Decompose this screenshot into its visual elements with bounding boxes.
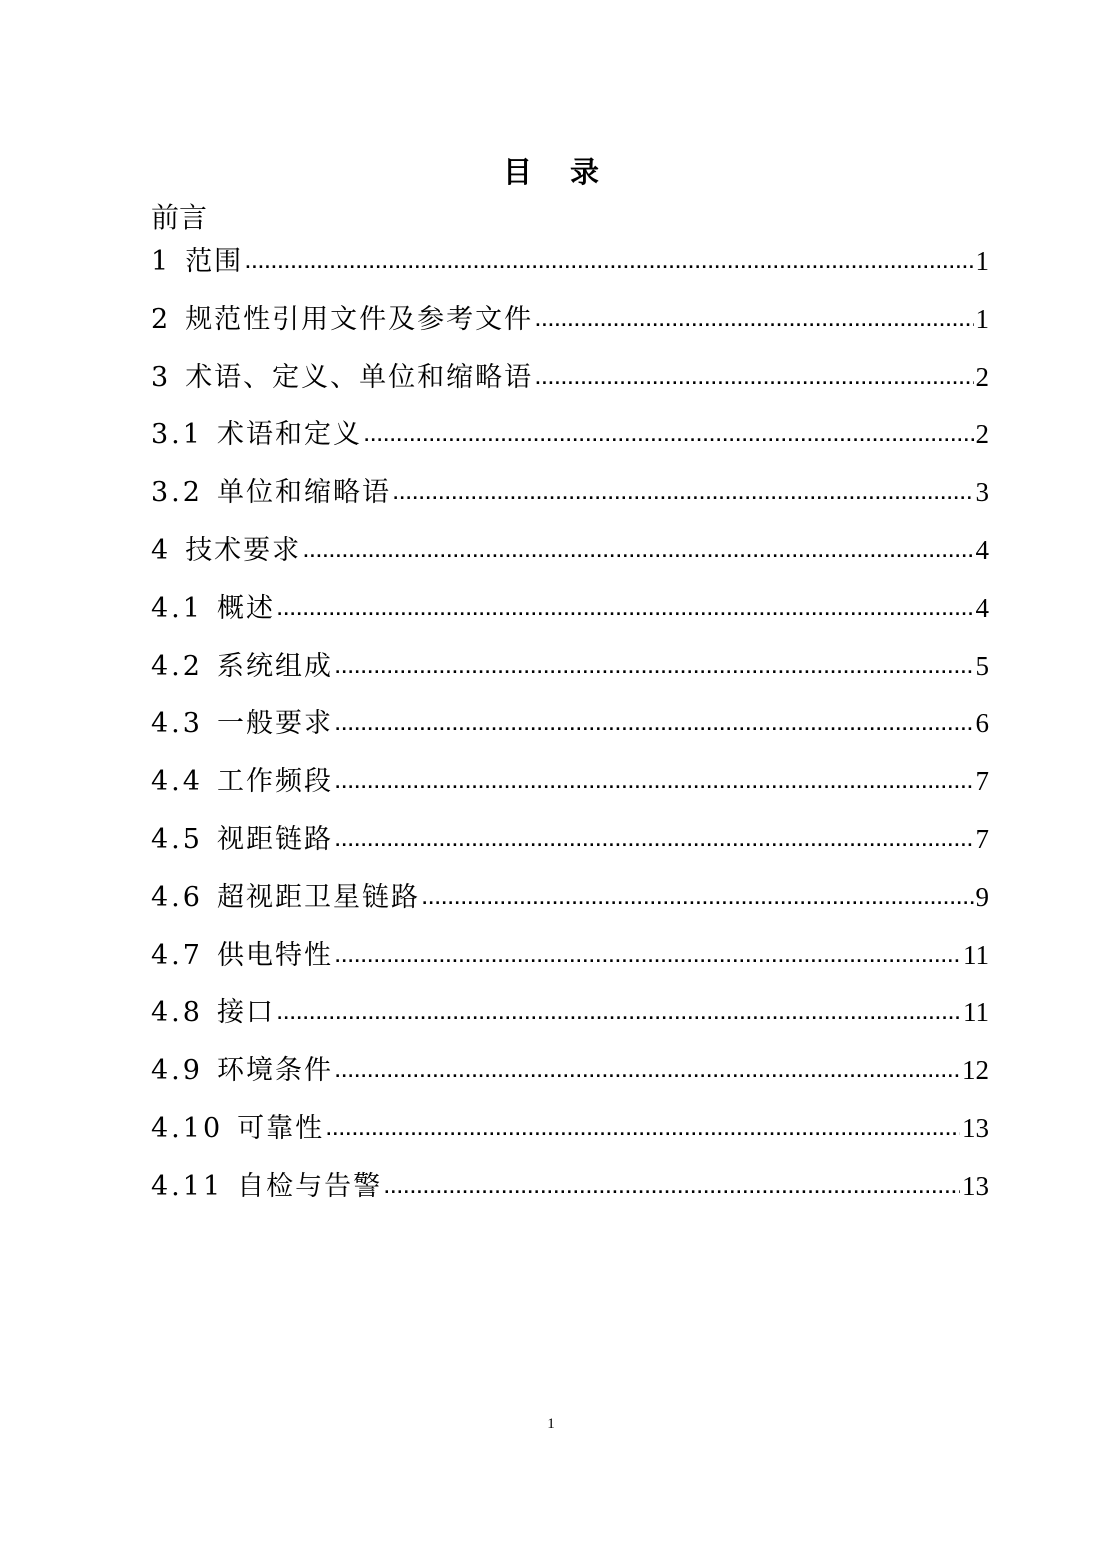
- dot-leader: [277, 588, 974, 634]
- toc-entry-text: [151, 759, 333, 805]
- section-number: 3.1: [151, 419, 203, 451]
- section-title: 术语和定义: [216, 419, 362, 451]
- toc-entry[interactable]: [151, 700, 989, 758]
- dot-leader: [393, 472, 974, 518]
- page-number: 1: [975, 246, 989, 276]
- dot-leader: [277, 992, 961, 1038]
- section-number: 2: [151, 303, 172, 335]
- section-title: 工作频段: [216, 766, 333, 798]
- toc-entry-text: [151, 239, 243, 285]
- dot-leader: [364, 414, 974, 460]
- dot-leader: [335, 761, 974, 807]
- toc-entry[interactable]: [151, 296, 989, 354]
- toc-entry[interactable]: [151, 354, 989, 412]
- toc-entry-text: [151, 297, 533, 343]
- page-number: 3: [975, 477, 989, 508]
- section-number: 3.2: [151, 477, 203, 509]
- toc-entry[interactable]: [151, 932, 989, 990]
- section-number: 4.1: [151, 592, 203, 624]
- dot-leader: [335, 935, 961, 981]
- section-number: 4.2: [151, 650, 203, 682]
- section-number: 4.8: [151, 997, 203, 1029]
- page-number: 11: [963, 997, 989, 1028]
- dot-leader: [245, 241, 973, 287]
- section-number: 4.11: [151, 1170, 224, 1202]
- section-number: 4.4: [151, 766, 203, 798]
- section-number: 1: [151, 246, 172, 277]
- toc-entry-text: [151, 644, 333, 690]
- toc-entry-text: [151, 1164, 382, 1210]
- section-number: 4.10: [151, 1112, 224, 1144]
- toc-entry-text: [151, 470, 391, 516]
- page-number: 7: [975, 823, 989, 854]
- section-title: 术语、定义、单位和缩略语: [185, 361, 534, 393]
- dot-leader: [535, 357, 973, 403]
- toc-entry[interactable]: [151, 527, 989, 585]
- toc-entry[interactable]: [151, 874, 989, 932]
- dot-leader: [326, 1108, 960, 1154]
- section-title: 超视距卫星链路: [216, 881, 420, 913]
- page-number: 4: [975, 534, 989, 565]
- page-number: 6: [975, 708, 989, 739]
- page-number: 2: [975, 361, 989, 392]
- page-number: 5: [975, 650, 989, 681]
- toc-entry-text: [151, 817, 333, 863]
- dot-leader: [303, 530, 973, 576]
- toc-entry[interactable]: [151, 469, 989, 527]
- page-number: 13: [962, 1112, 989, 1143]
- toc-entry[interactable]: [151, 1163, 989, 1221]
- section-number: 4: [151, 534, 172, 566]
- toc-entry-text: [151, 1048, 333, 1094]
- toc-entry[interactable]: [151, 1047, 989, 1105]
- dot-leader: [335, 646, 974, 692]
- toc-entry[interactable]: [151, 411, 989, 469]
- section-title: 自检与告警: [237, 1170, 383, 1202]
- toc-entry-preface[interactable]: 前言: [151, 201, 208, 234]
- toc-entry[interactable]: [151, 989, 989, 1047]
- section-number: 4.6: [151, 881, 203, 913]
- section-title: 视距链路: [216, 823, 333, 855]
- section-title: 规范性引用文件及参考文件: [185, 303, 534, 335]
- section-title: 一般要求: [216, 708, 333, 740]
- toc-entry[interactable]: [151, 758, 989, 816]
- toc-entry-text: [151, 586, 275, 632]
- toc-title-char-1: 目: [502, 155, 532, 189]
- dot-leader: [335, 703, 974, 749]
- section-title: 接口: [216, 997, 275, 1029]
- toc-list: [151, 238, 989, 1221]
- toc-entry-text: [151, 933, 333, 979]
- dot-leader: [384, 1166, 960, 1212]
- dot-leader: [335, 819, 974, 865]
- toc-entry-text: [151, 875, 420, 921]
- page-number: 4: [975, 592, 989, 623]
- toc-entry[interactable]: [151, 816, 989, 874]
- page-number: 9: [975, 881, 989, 912]
- toc-entry-text: [151, 355, 533, 401]
- page-number: 7: [975, 766, 989, 797]
- dot-leader: [422, 877, 974, 923]
- section-title: 范围: [185, 246, 244, 277]
- section-title: 技术要求: [185, 534, 302, 566]
- toc-entry[interactable]: [151, 238, 989, 296]
- footer-page-number: 1: [547, 1416, 555, 1432]
- toc-entry-text: [151, 1106, 324, 1152]
- section-title: 概述: [216, 592, 275, 624]
- dot-leader: [535, 299, 973, 345]
- page-number: 2: [975, 419, 989, 450]
- section-number: 4.9: [151, 1055, 203, 1087]
- section-title: 系统组成: [216, 650, 333, 682]
- toc-title-char-2: 录: [570, 155, 600, 189]
- dot-leader: [335, 1050, 960, 1096]
- toc-entry-text: [151, 990, 275, 1036]
- page-number: 1: [975, 303, 989, 334]
- toc-entry-text: [151, 701, 333, 747]
- toc-title: [0, 150, 1102, 191]
- toc-entry-text: [151, 528, 301, 574]
- section-number: 3: [151, 361, 172, 393]
- toc-entry-text: [151, 412, 362, 458]
- page-number: 12: [962, 1055, 989, 1086]
- section-title: 可靠性: [237, 1112, 325, 1144]
- section-number: 4.7: [151, 939, 203, 971]
- page-number: 11: [963, 939, 989, 970]
- section-number: 4.5: [151, 823, 203, 855]
- page-number: 13: [962, 1170, 989, 1201]
- section-title: 供电特性: [216, 939, 333, 971]
- toc-entry[interactable]: [151, 1105, 989, 1163]
- section-title: 单位和缩略语: [216, 477, 391, 509]
- toc-entry[interactable]: [151, 643, 989, 701]
- toc-entry[interactable]: [151, 585, 989, 643]
- section-number: 4.3: [151, 708, 203, 740]
- section-title: 环境条件: [216, 1055, 333, 1087]
